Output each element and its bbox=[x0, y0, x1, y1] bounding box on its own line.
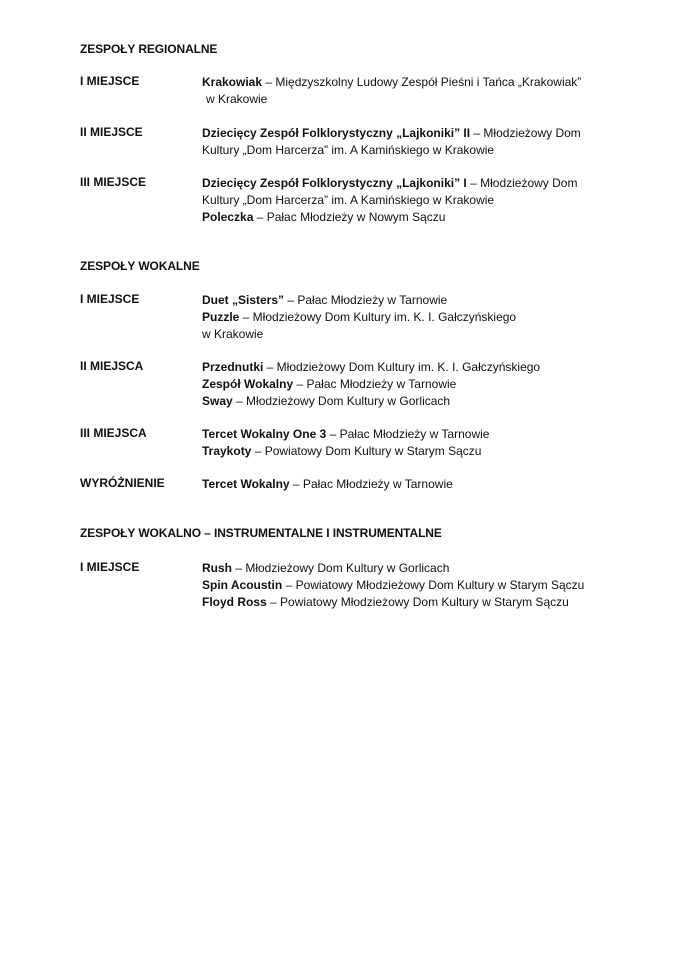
entry-name: Puzzle bbox=[202, 310, 240, 324]
entry bbox=[202, 577, 622, 594]
entry-desc: – Powiatowy Młodzieżowy Dom Kultury w Starym Sączu bbox=[266, 595, 569, 609]
entries-list bbox=[202, 292, 622, 343]
entry-name: Duet „Sisters” bbox=[202, 293, 285, 307]
entry-desc: – Młodzieżowy Dom Kultury w Gorlicach bbox=[232, 561, 450, 575]
entry-name: Zespół Wokalny bbox=[202, 377, 294, 391]
entries-list bbox=[202, 74, 622, 108]
entry bbox=[202, 443, 622, 460]
entry bbox=[202, 209, 622, 226]
entry bbox=[202, 292, 622, 309]
entry-continuation: Kultury „Dom Harcerza” im. A Kamińskiego w Krakowie bbox=[202, 143, 495, 157]
entry-desc: – Międzyszkolny Ludowy Zespół Pieśni i Tańca „Krakowiak” bbox=[262, 75, 582, 89]
entries-list bbox=[202, 426, 622, 460]
entries-list bbox=[202, 359, 622, 410]
place-label: I MIEJSCE bbox=[80, 74, 140, 88]
section-title-regionalne: ZESPOŁY REGIONALNE bbox=[80, 42, 218, 56]
entry bbox=[202, 125, 622, 142]
entry-continuation: Kultury „Dom Harcerza” im. A Kamińskiego w Krakowie bbox=[202, 193, 495, 207]
entry-continuation: w Krakowie bbox=[206, 92, 268, 106]
entry-desc: – Młodzieżowy Dom Kultury im. K. I. Gałczyńskiego bbox=[263, 360, 541, 374]
entry-desc: – Powiatowy Młodzieżowy Dom Kultury w Starym Sączu bbox=[282, 578, 585, 592]
place-label: III MIEJSCE bbox=[80, 175, 147, 189]
entry-name: Rush bbox=[202, 561, 232, 575]
entries-list bbox=[202, 560, 622, 611]
entry-desc: – Pałac Młodzieży w Tarnowie bbox=[289, 477, 453, 491]
entries-list bbox=[202, 476, 622, 493]
place-label: WYRÓŻNIENIE bbox=[80, 476, 165, 490]
entry-name: Spin Acoustin bbox=[202, 578, 283, 592]
entry-name: Przednutki bbox=[202, 360, 264, 374]
place-label: II MIEJSCE bbox=[80, 125, 143, 139]
entry-name: Dziecięcy Zespół Folklorystyczny „Lajkoniki” II bbox=[202, 126, 471, 140]
entry bbox=[202, 426, 622, 443]
entry-desc: – Pałac Młodzieży w Tarnowie bbox=[284, 293, 448, 307]
entry-desc: – Pałac Młodzieży w Tarnowie bbox=[293, 377, 457, 391]
entry bbox=[202, 560, 622, 577]
entry bbox=[202, 175, 622, 192]
entry-name: Traykoty bbox=[202, 444, 252, 458]
entry-desc: – Powiatowy Dom Kultury w Starym Sączu bbox=[251, 444, 482, 458]
entry bbox=[202, 594, 622, 611]
entry-name: Krakowiak bbox=[202, 75, 263, 89]
entry bbox=[202, 476, 622, 493]
entry bbox=[202, 359, 622, 376]
entry-name: Dziecięcy Zespół Folklorystyczny „Lajkoniki” I bbox=[202, 176, 467, 190]
entry-name: Poleczka bbox=[202, 210, 254, 224]
place-label: I MIEJSCE bbox=[80, 560, 140, 574]
entry-continuation: w Krakowie bbox=[202, 327, 264, 341]
entries-list bbox=[202, 125, 622, 159]
entry-desc: – Młodzieżowy Dom Kultury w Gorlicach bbox=[232, 394, 451, 408]
entry-name: Tercet Wokalny bbox=[202, 477, 290, 491]
place-label: I MIEJSCE bbox=[80, 292, 140, 306]
entry-name: Floyd Ross bbox=[202, 595, 267, 609]
entry-desc: – Młodzieżowy Dom bbox=[466, 176, 578, 190]
place-label: III MIEJSCA bbox=[80, 426, 147, 440]
entry-desc: – Młodzieżowy Dom Kultury im. K. I. Gałczyńskiego bbox=[239, 310, 517, 324]
entry-desc: – Młodzieżowy Dom bbox=[470, 126, 581, 140]
entry bbox=[202, 376, 622, 393]
entry bbox=[202, 74, 622, 91]
place-label: II MIEJSCA bbox=[80, 359, 144, 373]
entries-list bbox=[202, 175, 622, 226]
entry-desc: – Pałac Młodzieży w Tarnowie bbox=[326, 427, 490, 441]
entry-name: Sway bbox=[202, 394, 233, 408]
entry-name: Tercet Wokalny One 3 bbox=[202, 427, 327, 441]
section-title-instrumentalne: ZESPOŁY WOKALNO – INSTRUMENTALNE I INSTRUMENTALNE bbox=[80, 526, 442, 540]
entry bbox=[202, 309, 622, 326]
section-title-wokalne: ZESPOŁY WOKALNE bbox=[80, 259, 200, 273]
entry-desc: – Pałac Młodzieży w Nowym Sączu bbox=[253, 210, 446, 224]
entry bbox=[202, 393, 622, 410]
